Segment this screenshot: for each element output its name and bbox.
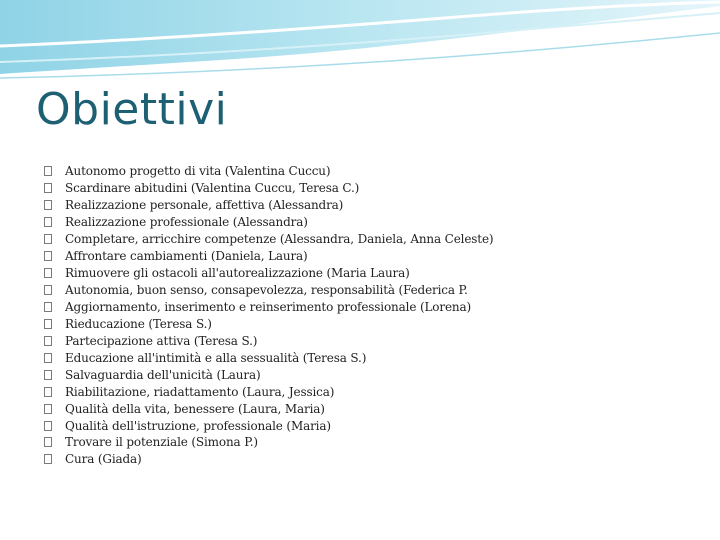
bullet-square-icon (44, 302, 52, 312)
list-item (44, 434, 493, 451)
bullet-square-icon (44, 404, 52, 414)
list-item-text: Cura (Giada) (65, 452, 142, 467)
objectives-list (44, 163, 493, 468)
list-item (44, 163, 493, 180)
list-item (44, 349, 493, 366)
bullet-square-icon (44, 353, 52, 363)
list-item (44, 214, 493, 231)
list-item (44, 231, 493, 248)
list-item (44, 400, 493, 417)
bullet-square-icon (44, 370, 52, 380)
list-item (44, 366, 493, 383)
list-item-text: Trovare il potenziale (Simona P.) (65, 435, 258, 450)
header-wave-decoration (0, 0, 720, 90)
list-item (44, 315, 493, 332)
list-item-text: Riabilitazione, riadattamento (Laura, Jessica) (65, 384, 335, 399)
list-item (44, 332, 493, 349)
list-item (44, 180, 493, 197)
bullet-square-icon (44, 200, 52, 210)
bullet-square-icon (44, 421, 52, 431)
list-item-text: Completare, arricchire competenze (Alessandra, Daniela, Anna Celeste) (65, 232, 494, 247)
bullet-square-icon (44, 268, 52, 278)
list-item-text: Affrontare cambiamenti (Daniela, Laura) (65, 249, 308, 264)
list-item-text: Qualità dell'istruzione, professionale (Maria) (65, 418, 331, 433)
list-item-text: Qualità della vita, benessere (Laura, Maria) (65, 401, 325, 416)
list-item (44, 265, 493, 282)
list-item-text: Salvaguardia dell'unicità (Laura) (65, 367, 261, 382)
list-item-text: Realizzazione personale, affettiva (Alessandra) (65, 198, 344, 213)
list-item (44, 299, 493, 316)
bullet-square-icon (44, 285, 52, 295)
list-item-text: Rimuovere gli ostacoli all'autorealizzazione (Maria Laura) (65, 266, 410, 281)
bullet-square-icon (44, 217, 52, 227)
bullet-square-icon (44, 166, 52, 176)
bullet-square-icon (44, 387, 52, 397)
list-item (44, 417, 493, 434)
slide-title: Obiettivi (36, 84, 228, 135)
bullet-square-icon (44, 183, 52, 193)
list-item (44, 282, 493, 299)
list-item (44, 248, 493, 265)
list-item-text: Autonomia, buon senso, consapevolezza, responsabilità (Federica P. (65, 283, 468, 298)
list-item-text: Aggiornamento, inserimento e reinserimento professionale (Lorena) (65, 299, 472, 314)
list-item-text: Partecipazione attiva (Teresa S.) (65, 333, 258, 348)
bullet-square-icon (44, 251, 52, 261)
list-item (44, 197, 493, 214)
bullet-square-icon (44, 437, 52, 447)
list-item-text: Educazione all'intimità e alla sessualità (Teresa S.) (65, 350, 367, 365)
list-item (44, 383, 493, 400)
bullet-square-icon (44, 319, 52, 329)
bullet-square-icon (44, 336, 52, 346)
list-item-text: Autonomo progetto di vita (Valentina Cuccu) (65, 164, 331, 179)
list-item-text: Realizzazione professionale (Alessandra) (65, 215, 308, 230)
list-item-text: Scardinare abitudini (Valentina Cuccu, Teresa C.) (65, 181, 360, 196)
bullet-square-icon (44, 234, 52, 244)
bullet-square-icon (44, 454, 52, 464)
list-item-text: Rieducazione (Teresa S.) (65, 316, 212, 331)
list-item (44, 451, 493, 468)
